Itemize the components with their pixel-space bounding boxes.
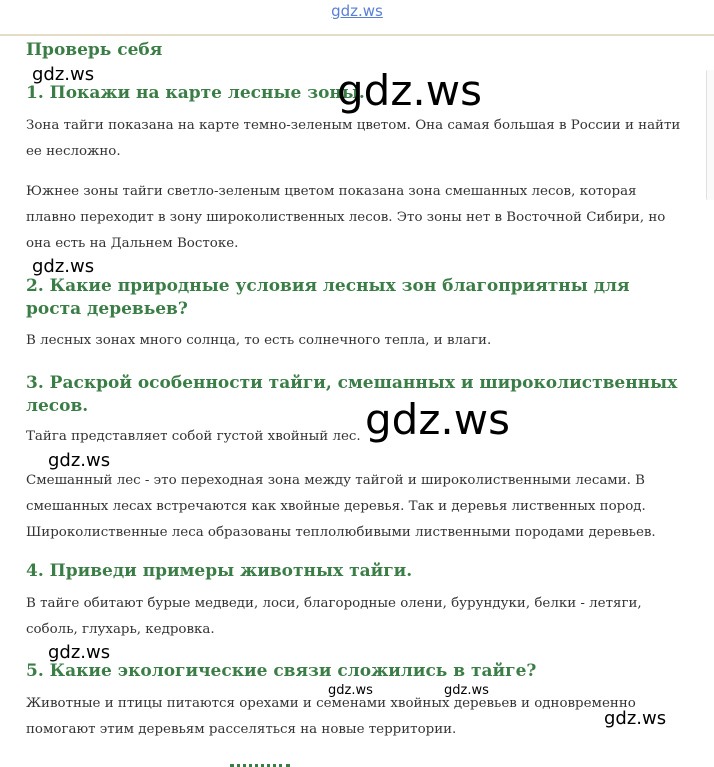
watermark: gdz.ws: [48, 642, 111, 663]
question-heading: 5. Какие экологические связи сложились в тайге?: [26, 661, 537, 681]
watermark: gdz.ws: [48, 450, 111, 471]
answer-paragraph: Южнее зоны тайги светло-зеленым цветом показана зона смешанных лесов, которая плавно переходит в зону широколиственных лесов. Это зоны нет в Восточной Сибири, но она есть на Дальнем Востоке.: [26, 184, 666, 251]
watermark: gdz.ws: [365, 395, 510, 444]
answer-paragraph: Животные и птицы питаются орехами и семенами хвойных деревьев и одновременно помогают этим деревьям расселяться на новые территории.: [26, 696, 636, 737]
watermark: gdz.ws: [337, 66, 482, 115]
answer-paragraph: Тайга представляет собой густой хвойный лес.: [26, 429, 361, 444]
top-bar: [0, 0, 714, 36]
watermark: gdz.ws: [32, 256, 95, 277]
question-heading: 2. Какие природные условия лесных зон благоприятны для роста деревьев?: [26, 276, 630, 319]
site-logo-link[interactable]: gdz.ws: [331, 2, 383, 20]
question-heading: 3. Раскрой особенности тайги, смешанных и широколиственных лесов.: [26, 373, 678, 416]
answer-paragraph: Смешанный лес - это переходная зона между тайгой и широколиственными лесами. В смешанных лесах встречаются как хвойные деревья. Так и деревья лиственных пород. Широколиственные леса образованы теплолюбивыми лиственными породами деревьев.: [26, 473, 656, 540]
next-heading-fragment: [230, 760, 310, 767]
sidebar-edge: [706, 70, 714, 200]
question-heading: 4. Приведи примеры животных тайги.: [26, 561, 413, 581]
watermark: gdz.ws: [444, 683, 489, 698]
answer-paragraph: В лесных зонах много солнца, то есть солнечного тепла, и влаги.: [26, 333, 492, 348]
answer-paragraph: В тайге обитают бурые медведи, лоси, благородные олени, бурундуки, белки - летяги, соболь, глухарь, кедровка.: [26, 596, 642, 637]
watermark: gdz.ws: [32, 64, 95, 85]
answer-paragraph: Зона тайги показана на карте темно-зеленым цветом. Она самая большая в России и найти ее несложно.: [26, 118, 681, 159]
question-heading: 1. Покажи на карте лесные зоны.: [26, 83, 365, 103]
section-title: Проверь себя: [26, 40, 163, 60]
watermark: gdz.ws: [328, 683, 373, 698]
watermark: gdz.ws: [604, 708, 667, 729]
